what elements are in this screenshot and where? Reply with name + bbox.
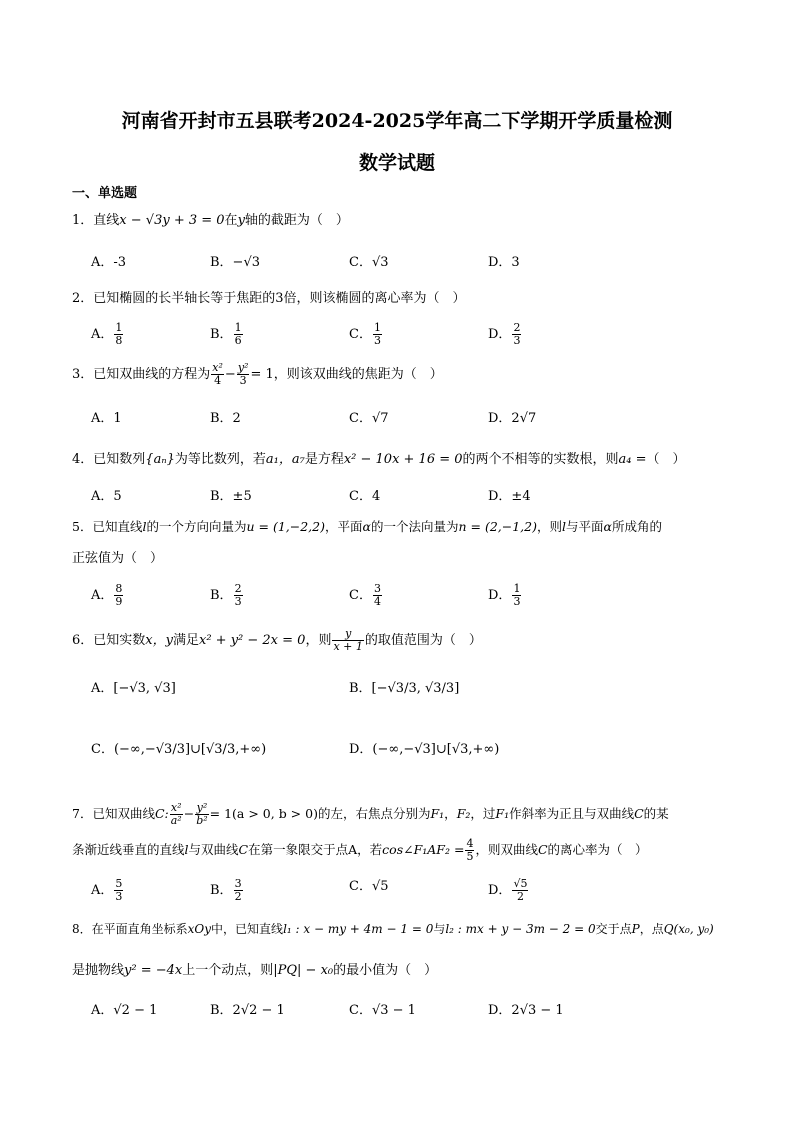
q5-option-a[interactable]: A． $\frac{8}{9}$ (91, 582, 123, 608)
q6-option-d[interactable]: D．(−∞,−√3]∪[√3,+∞) (349, 742, 500, 757)
question-8-cont: 是抛物线y² = −4x上一个动点，则|PQ| − x₀的最小值为（ ） (72, 963, 438, 978)
q5-option-d[interactable]: D． $\frac{1}{3}$ (488, 582, 521, 608)
q4-option-c[interactable]: C．4 (349, 489, 381, 504)
question-2: 2．已知椭圆的长半轴长等于焦距的3倍，则该椭圆的离心率为（ ） (72, 291, 466, 306)
q8-option-b[interactable]: B．2√2 − 1 (210, 1003, 285, 1018)
q5-option-b[interactable]: B． $\frac{2}{3}$ (210, 582, 242, 608)
question-5: 5．已知直线l的一个方向向量为u = (1,−2,2)，平面α的一个法向量为n = (2,−1,2)，则l与平面α所成角的 (72, 519, 662, 534)
question-7: 7．已知双曲线C: $\frac{\text{x²}}{\text{a²}}$ − $\frac{\text{y²}}{\text{b²}}$ = 1(a > 0, b > 0)的左，右焦点分别为F₁，F₂，过F₁作斜率为正且与双曲线C的某 (72, 801, 669, 827)
q6-option-c[interactable]: C．(−∞,−√3/3]∪[√3/3,+∞) (91, 742, 267, 757)
q4-option-b[interactable]: B．±5 (210, 489, 252, 504)
question-7-cont: 条渐近线垂直的直线l与双曲线C在第一象限交于点A，若cos∠F₁AF₂ = $\frac{4}{5}$ ，则双曲线C的离心率为（ ） (72, 837, 648, 863)
q2-option-d[interactable]: D． $\frac{2}{3}$ (488, 321, 521, 347)
question-8: 8．在平面直角坐标系xOy中，已知直线l₁ : x − my + 4m − 1 = 0与l₂ : mx + y − 3m − 2 = 0交于点P，点Q(x₀, y₀) (72, 922, 714, 936)
question-3: 3．已知双曲线的方程为 $\frac{\text{x²}}{4}$ − $\frac{\text{y²}}{3}$ = 1，则该双曲线的焦距为（ ） (72, 361, 443, 387)
q7-option-b[interactable]: B． $\frac{3}{2}$ (210, 877, 242, 903)
q1-option-a[interactable]: A．-3 (91, 255, 127, 270)
q5-option-c[interactable]: C． $\frac{3}{4}$ (349, 582, 381, 608)
q3-option-a[interactable]: A．1 (91, 411, 122, 426)
q3-option-d[interactable]: D．2√7 (488, 411, 537, 426)
question-5-cont: 正弦值为（ ） (72, 551, 164, 566)
q6-option-a[interactable]: A．[−√3, √3] (91, 681, 176, 696)
exam-title: 河南省开封市五县联考2024-2025学年高二下学期开学质量检测 (121, 110, 673, 132)
q6-option-b[interactable]: B．[−√3/3, √3/3] (349, 681, 460, 696)
q2-option-a[interactable]: A． $\frac{1}{8}$ (91, 321, 123, 347)
q3-option-b[interactable]: B．2 (210, 411, 241, 426)
q4-option-a[interactable]: A．5 (91, 489, 122, 504)
q2-option-b[interactable]: B． $\frac{1}{6}$ (210, 321, 242, 347)
q7-option-a[interactable]: A． $\frac{5}{3}$ (91, 877, 123, 903)
q1-option-c[interactable]: C．√3 (349, 255, 389, 270)
q8-option-a[interactable]: A．√2 − 1 (91, 1003, 158, 1018)
q1-option-d[interactable]: D．3 (488, 255, 520, 270)
question-6: 6．已知实数x，y满足x² + y² − 2x = 0，则 $\frac{y}{x + 1}$ 的取值范围为（ ） (72, 627, 482, 653)
q7-option-d[interactable]: D． $\frac{√5}{2}$ (488, 877, 528, 903)
q3-option-c[interactable]: C．√7 (349, 411, 389, 426)
q8-option-c[interactable]: C．√3 − 1 (349, 1003, 416, 1018)
q4-option-d[interactable]: D．±4 (488, 489, 531, 504)
q8-option-d[interactable]: D．2√3 − 1 (488, 1003, 564, 1018)
question-4: 4．已知数列{aₙ}为等比数列，若a₁，a₇是方程x² − 10x + 16 = 0的两个不相等的实数根，则a₄ =（ ） (72, 452, 686, 467)
q7-option-c[interactable]: C．√5 (349, 879, 389, 894)
q2-option-c[interactable]: C． $\frac{1}{3}$ (349, 321, 381, 347)
exam-subtitle: 数学试题 (358, 152, 435, 174)
q1-option-b[interactable]: B．−√3 (210, 255, 261, 270)
question-1: 1．直线x − √3y + 3 = 0在y轴的截距为（ ） (72, 213, 349, 228)
section-heading: 一、单选题 (72, 186, 138, 201)
